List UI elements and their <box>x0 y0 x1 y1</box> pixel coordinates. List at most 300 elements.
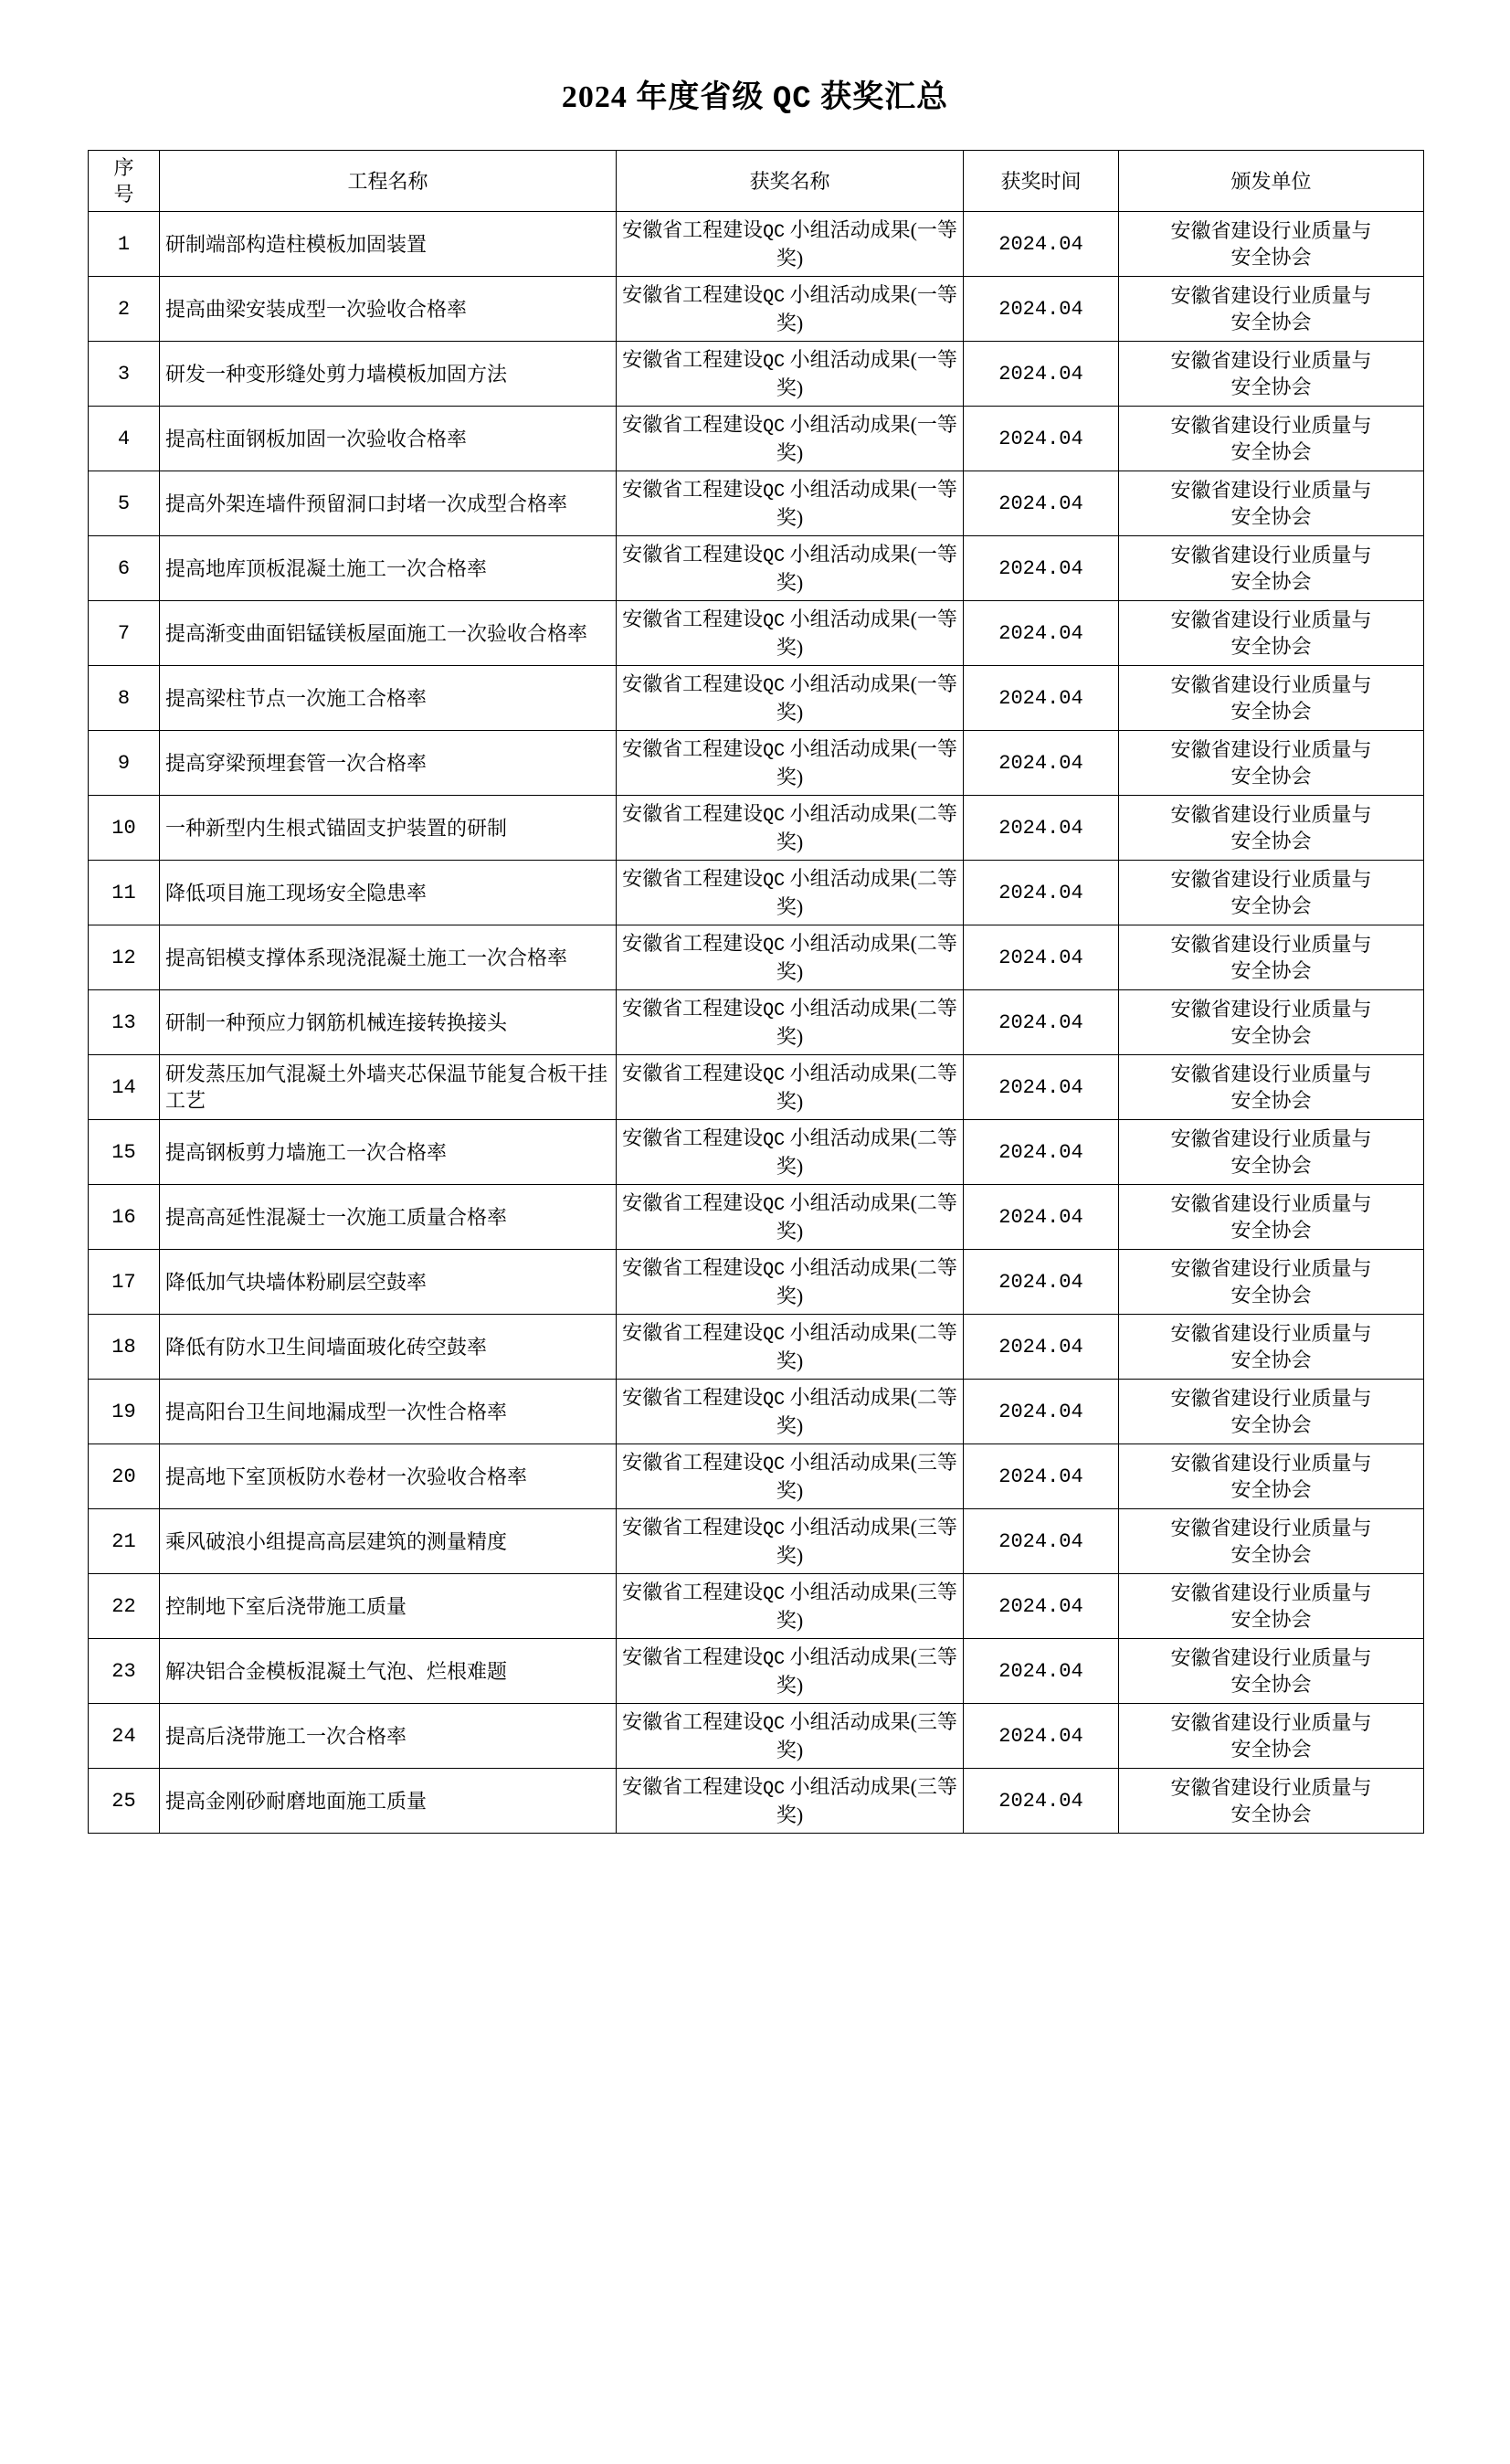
org-line-2: 安全协会 <box>1230 1478 1312 1502</box>
award-qc: QC <box>763 1713 786 1735</box>
cell-award-date: 2024.04 <box>964 1250 1119 1315</box>
cell-award-name <box>617 1315 964 1380</box>
award-qc: QC <box>763 1778 786 1800</box>
cell-award-name <box>617 536 964 601</box>
cell-row-number: 21 <box>89 1509 160 1574</box>
org-line-2: 安全协会 <box>1230 635 1312 659</box>
cell-issuing-org <box>1119 925 1424 990</box>
org-line-1: 安徽省建设行业质量与 <box>1170 1711 1372 1735</box>
award-suffix: ) <box>796 506 804 530</box>
org-line-2: 安全协会 <box>1230 1348 1312 1372</box>
award-suffix: ) <box>796 1349 804 1373</box>
org-line-2: 安全协会 <box>1230 1673 1312 1697</box>
cell-project-name: 研制端部构造柱模板加固装置 <box>160 212 617 277</box>
cell-award-name <box>617 1380 964 1444</box>
cell-issuing-org <box>1119 277 1424 342</box>
org-line-1: 安徽省建设行业质量与 <box>1170 803 1372 827</box>
org-line-1: 安徽省建设行业质量与 <box>1170 608 1372 632</box>
award-prefix: 安徽省工程建设 <box>622 1515 764 1539</box>
award-qc: QC <box>763 1583 786 1605</box>
award-mid: 小组活动成果( <box>785 801 917 825</box>
award-prefix: 安徽省工程建设 <box>622 282 764 306</box>
cell-project-name: 提高阳台卫生间地漏成型一次性合格率 <box>160 1380 617 1444</box>
org-line-1: 安徽省建设行业质量与 <box>1170 1192 1372 1216</box>
table-row <box>89 1250 1424 1315</box>
cell-issuing-org <box>1119 471 1424 536</box>
cell-award-date: 2024.04 <box>964 1315 1119 1380</box>
award-suffix: ) <box>796 1803 804 1827</box>
cell-issuing-org <box>1119 1769 1424 1834</box>
award-suffix: ) <box>796 1285 804 1308</box>
page-title <box>88 71 1422 117</box>
award-prefix: 安徽省工程建设 <box>622 412 764 436</box>
column-header-no-line1: 序 <box>113 156 134 179</box>
org-line-2: 安全协会 <box>1230 1803 1312 1826</box>
table-row <box>89 407 1424 471</box>
cell-row-number: 14 <box>89 1055 160 1120</box>
cell-award-date: 2024.04 <box>964 601 1119 666</box>
award-mid: 小组活动成果( <box>785 412 917 436</box>
org-line-1: 安徽省建设行业质量与 <box>1170 1257 1372 1281</box>
award-mid: 小组活动成果( <box>785 1774 917 1798</box>
award-qc: QC <box>763 221 786 243</box>
award-grade: 二等奖 <box>776 931 957 984</box>
award-prefix: 安徽省工程建设 <box>622 607 764 630</box>
table-row <box>89 471 1424 536</box>
org-line-2: 安全协会 <box>1230 894 1312 918</box>
org-line-1: 安徽省建设行业质量与 <box>1170 1517 1372 1540</box>
table-row <box>89 342 1424 407</box>
cell-issuing-org <box>1119 861 1424 925</box>
award-grade: 二等奖 <box>776 996 957 1049</box>
cell-award-date: 2024.04 <box>964 1574 1119 1639</box>
award-suffix: ) <box>796 636 804 660</box>
column-header-award-date: 获奖时间 <box>964 151 1119 212</box>
cell-row-number: 6 <box>89 536 160 601</box>
cell-award-date: 2024.04 <box>964 1444 1119 1509</box>
cell-award-name <box>617 471 964 536</box>
cell-award-date: 2024.04 <box>964 1769 1119 1834</box>
cell-project-name: 控制地下室后浇带施工质量 <box>160 1574 617 1639</box>
award-qc: QC <box>763 740 786 762</box>
award-mid: 小组活动成果( <box>785 736 917 760</box>
table-row <box>89 536 1424 601</box>
org-line-1: 安徽省建设行业质量与 <box>1170 933 1372 957</box>
cell-project-name: 降低项目施工现场安全隐患率 <box>160 861 617 925</box>
org-line-2: 安全协会 <box>1230 570 1312 594</box>
column-header-no <box>89 151 160 212</box>
award-qc: QC <box>763 1324 786 1346</box>
org-line-1: 安徽省建设行业质量与 <box>1170 414 1372 438</box>
cell-row-number: 15 <box>89 1120 160 1185</box>
cell-award-name <box>617 796 964 861</box>
award-prefix: 安徽省工程建设 <box>622 1709 764 1733</box>
org-line-2: 安全协会 <box>1230 1219 1312 1243</box>
award-qc: QC <box>763 870 786 892</box>
award-mid: 小组活动成果( <box>785 477 917 501</box>
column-header-award-name: 获奖名称 <box>617 151 964 212</box>
cell-award-date: 2024.04 <box>964 1380 1119 1444</box>
award-prefix: 安徽省工程建设 <box>622 801 764 825</box>
award-grade: 一等奖 <box>776 672 957 724</box>
cell-award-name <box>617 861 964 925</box>
cell-issuing-org <box>1119 990 1424 1055</box>
award-grade: 二等奖 <box>776 1255 957 1308</box>
cell-award-date: 2024.04 <box>964 407 1119 471</box>
award-suffix: ) <box>796 247 804 270</box>
table-row <box>89 925 1424 990</box>
award-prefix: 安徽省工程建设 <box>622 542 764 566</box>
cell-award-date: 2024.04 <box>964 342 1119 407</box>
award-suffix: ) <box>796 830 804 854</box>
award-mid: 小组活动成果( <box>785 1709 917 1733</box>
cell-issuing-org <box>1119 601 1424 666</box>
award-mid: 小组活动成果( <box>785 607 917 630</box>
page-title-qc: QC <box>772 82 812 117</box>
award-prefix: 安徽省工程建设 <box>622 1580 764 1603</box>
award-grade: 二等奖 <box>776 1320 957 1373</box>
cell-award-date: 2024.04 <box>964 471 1119 536</box>
award-mid: 小组活动成果( <box>785 1126 917 1149</box>
cell-issuing-org <box>1119 1509 1424 1574</box>
award-mid: 小组活动成果( <box>785 1255 917 1279</box>
award-grade: 一等奖 <box>776 347 957 400</box>
award-mid: 小组活动成果( <box>785 1644 917 1668</box>
award-prefix: 安徽省工程建设 <box>622 931 764 955</box>
cell-issuing-org <box>1119 796 1424 861</box>
org-line-2: 安全协会 <box>1230 1543 1312 1567</box>
cell-award-date: 2024.04 <box>964 1055 1119 1120</box>
cell-row-number: 19 <box>89 1380 160 1444</box>
cell-project-name: 提高地下室顶板防水卷材一次验收合格率 <box>160 1444 617 1509</box>
org-line-1: 安徽省建设行业质量与 <box>1170 1581 1372 1605</box>
award-mid: 小组活动成果( <box>785 1450 917 1474</box>
cell-award-name <box>617 212 964 277</box>
award-grade: 三等奖 <box>776 1774 957 1827</box>
award-prefix: 安徽省工程建设 <box>622 1320 764 1344</box>
award-mid: 小组活动成果( <box>785 1580 917 1603</box>
award-prefix: 安徽省工程建设 <box>622 1255 764 1279</box>
table-row <box>89 1639 1424 1704</box>
award-grade: 一等奖 <box>776 217 957 270</box>
cell-project-name: 提高曲梁安装成型一次验收合格率 <box>160 277 617 342</box>
cell-row-number: 13 <box>89 990 160 1055</box>
org-line-1: 安徽省建设行业质量与 <box>1170 998 1372 1021</box>
award-qc: QC <box>763 481 786 502</box>
cell-row-number: 24 <box>89 1704 160 1769</box>
award-mid: 小组活动成果( <box>785 931 917 955</box>
org-line-2: 安全协会 <box>1230 1154 1312 1178</box>
award-qc: QC <box>763 805 786 827</box>
org-line-2: 安全协会 <box>1230 246 1312 270</box>
cell-issuing-org <box>1119 1639 1424 1704</box>
cell-issuing-org <box>1119 1315 1424 1380</box>
award-summary-table <box>88 150 1424 1834</box>
cell-project-name: 提高穿梁预埋套管一次合格率 <box>160 731 617 796</box>
cell-project-name: 提高高延性混凝士一次施工质量合格率 <box>160 1185 617 1250</box>
award-qc: QC <box>763 416 786 438</box>
award-grade: 二等奖 <box>776 801 957 854</box>
cell-issuing-org <box>1119 731 1424 796</box>
column-header-no-line2: 号 <box>113 183 134 206</box>
org-line-2: 安全协会 <box>1230 700 1312 724</box>
award-suffix: ) <box>796 1414 804 1438</box>
award-grade: 二等奖 <box>776 1385 957 1438</box>
award-prefix: 安徽省工程建设 <box>622 1061 764 1084</box>
cell-row-number: 9 <box>89 731 160 796</box>
award-suffix: ) <box>796 960 804 984</box>
award-suffix: ) <box>796 1674 804 1697</box>
cell-issuing-org <box>1119 342 1424 407</box>
cell-project-name: 研制一种预应力钢筋机械连接转换接头 <box>160 990 617 1055</box>
award-suffix: ) <box>796 1739 804 1762</box>
award-suffix: ) <box>796 1090 804 1114</box>
award-grade: 一等奖 <box>776 477 957 530</box>
table-row <box>89 212 1424 277</box>
award-mid: 小组活动成果( <box>785 1061 917 1084</box>
award-grade: 二等奖 <box>776 1061 957 1114</box>
cell-project-name: 提高地库顶板混凝土施工一次合格率 <box>160 536 617 601</box>
award-prefix: 安徽省工程建设 <box>622 477 764 501</box>
cell-project-name: 研发一种变形缝处剪力墙模板加固方法 <box>160 342 617 407</box>
table-row <box>89 601 1424 666</box>
award-prefix: 安徽省工程建设 <box>622 866 764 890</box>
award-suffix: ) <box>796 571 804 595</box>
cell-project-name: 提高外架连墙件预留洞口封堵一次成型合格率 <box>160 471 617 536</box>
award-suffix: ) <box>796 1544 804 1568</box>
award-prefix: 安徽省工程建设 <box>622 217 764 241</box>
award-qc: QC <box>763 1259 786 1281</box>
org-line-1: 安徽省建设行业质量与 <box>1170 1776 1372 1800</box>
cell-award-name <box>617 1704 964 1769</box>
award-grade: 三等奖 <box>776 1515 957 1568</box>
award-suffix: ) <box>796 1479 804 1503</box>
table-row <box>89 731 1424 796</box>
award-grade: 三等奖 <box>776 1709 957 1762</box>
award-mid: 小组活动成果( <box>785 217 917 241</box>
award-grade: 二等奖 <box>776 866 957 919</box>
award-qc: QC <box>763 935 786 957</box>
award-suffix: ) <box>796 312 804 335</box>
cell-award-name <box>617 1639 964 1704</box>
cell-issuing-org <box>1119 666 1424 731</box>
cell-project-name: 提高梁柱节点一次施工合格率 <box>160 666 617 731</box>
cell-row-number: 17 <box>89 1250 160 1315</box>
cell-award-name <box>617 1250 964 1315</box>
cell-award-date: 2024.04 <box>964 1704 1119 1769</box>
cell-award-date: 2024.04 <box>964 990 1119 1055</box>
cell-issuing-org <box>1119 1250 1424 1315</box>
award-prefix: 安徽省工程建设 <box>622 672 764 695</box>
award-mid: 小组活动成果( <box>785 347 917 371</box>
cell-issuing-org <box>1119 407 1424 471</box>
award-qc: QC <box>763 351 786 373</box>
cell-row-number: 1 <box>89 212 160 277</box>
award-mid: 小组活动成果( <box>785 1515 917 1539</box>
cell-project-name: 提高钢板剪力墙施工一次合格率 <box>160 1120 617 1185</box>
award-prefix: 安徽省工程建设 <box>622 1774 764 1798</box>
org-line-1: 安徽省建设行业质量与 <box>1170 219 1372 243</box>
cell-award-date: 2024.04 <box>964 1639 1119 1704</box>
cell-award-date: 2024.04 <box>964 212 1119 277</box>
table-row <box>89 1704 1424 1769</box>
award-grade: 三等奖 <box>776 1644 957 1697</box>
table-row <box>89 1120 1424 1185</box>
table-row <box>89 1444 1424 1509</box>
award-grade: 二等奖 <box>776 1190 957 1243</box>
table-row <box>89 277 1424 342</box>
table-row <box>89 1574 1424 1639</box>
cell-row-number: 23 <box>89 1639 160 1704</box>
cell-project-name: 降低加气块墙体粉刷层空鼓率 <box>160 1250 617 1315</box>
cell-row-number: 8 <box>89 666 160 731</box>
award-mid: 小组活动成果( <box>785 282 917 306</box>
cell-award-date: 2024.04 <box>964 1120 1119 1185</box>
cell-award-date: 2024.04 <box>964 731 1119 796</box>
org-line-1: 安徽省建设行业质量与 <box>1170 1063 1372 1086</box>
award-qc: QC <box>763 1454 786 1475</box>
award-qc: QC <box>763 1129 786 1151</box>
cell-issuing-org <box>1119 1185 1424 1250</box>
org-line-1: 安徽省建设行业质量与 <box>1170 1646 1372 1670</box>
cell-issuing-org <box>1119 536 1424 601</box>
org-line-2: 安全协会 <box>1230 1738 1312 1761</box>
cell-issuing-org <box>1119 1380 1424 1444</box>
cell-award-date: 2024.04 <box>964 1185 1119 1250</box>
cell-award-name <box>617 925 964 990</box>
award-qc: QC <box>763 1194 786 1216</box>
award-qc: QC <box>763 286 786 308</box>
award-suffix: ) <box>796 1609 804 1633</box>
org-line-1: 安徽省建设行业质量与 <box>1170 738 1372 762</box>
org-line-2: 安全协会 <box>1230 1284 1312 1307</box>
award-qc: QC <box>763 545 786 567</box>
cell-row-number: 20 <box>89 1444 160 1509</box>
award-prefix: 安徽省工程建设 <box>622 736 764 760</box>
org-line-1: 安徽省建设行业质量与 <box>1170 868 1372 892</box>
award-qc: QC <box>763 1389 786 1411</box>
cell-award-date: 2024.04 <box>964 925 1119 990</box>
cell-award-name <box>617 1185 964 1250</box>
org-line-1: 安徽省建设行业质量与 <box>1170 1127 1372 1151</box>
award-mid: 小组活动成果( <box>785 1385 917 1409</box>
cell-project-name: 乘风破浪小组提高高层建筑的测量精度 <box>160 1509 617 1574</box>
table-row <box>89 861 1424 925</box>
org-line-2: 安全协会 <box>1230 1413 1312 1437</box>
award-prefix: 安徽省工程建设 <box>622 1190 764 1214</box>
cell-row-number: 3 <box>89 342 160 407</box>
award-qc: QC <box>763 675 786 697</box>
cell-project-name: 提高后浇带施工一次合格率 <box>160 1704 617 1769</box>
cell-award-name <box>617 277 964 342</box>
cell-project-name: 降低有防水卫生间墙面玻化砖空鼓率 <box>160 1315 617 1380</box>
cell-row-number: 2 <box>89 277 160 342</box>
cell-issuing-org <box>1119 1055 1424 1120</box>
table-row <box>89 796 1424 861</box>
award-qc: QC <box>763 1518 786 1540</box>
page-title-prefix: 2024 年度省级 <box>561 80 773 114</box>
award-qc: QC <box>763 1064 786 1086</box>
org-line-1: 安徽省建设行业质量与 <box>1170 349 1372 373</box>
award-prefix: 安徽省工程建设 <box>622 996 764 1020</box>
cell-issuing-org <box>1119 1444 1424 1509</box>
cell-award-name <box>617 990 964 1055</box>
cell-row-number: 11 <box>89 861 160 925</box>
cell-project-name: 研发蒸压加气混凝土外墙夹芯保温节能复合板干挂工艺 <box>160 1055 617 1120</box>
cell-project-name: 提高铝模支撑体系现浇混凝土施工一次合格率 <box>160 925 617 990</box>
cell-award-name <box>617 1574 964 1639</box>
award-qc: QC <box>763 999 786 1021</box>
org-line-1: 安徽省建设行业质量与 <box>1170 673 1372 697</box>
award-grade: 三等奖 <box>776 1450 957 1503</box>
org-line-2: 安全协会 <box>1230 1608 1312 1632</box>
table-row <box>89 990 1424 1055</box>
cell-award-date: 2024.04 <box>964 861 1119 925</box>
award-suffix: ) <box>796 701 804 724</box>
award-qc: QC <box>763 1648 786 1670</box>
org-line-1: 安徽省建设行业质量与 <box>1170 284 1372 308</box>
cell-award-name <box>617 1055 964 1120</box>
cell-award-name <box>617 407 964 471</box>
cell-award-date: 2024.04 <box>964 1509 1119 1574</box>
cell-award-name <box>617 1120 964 1185</box>
table-row <box>89 1185 1424 1250</box>
org-line-1: 安徽省建设行业质量与 <box>1170 1452 1372 1475</box>
award-prefix: 安徽省工程建设 <box>622 1126 764 1149</box>
table-row <box>89 1380 1424 1444</box>
org-line-1: 安徽省建设行业质量与 <box>1170 1322 1372 1346</box>
cell-issuing-org <box>1119 1704 1424 1769</box>
table-header <box>89 151 1424 212</box>
cell-row-number: 12 <box>89 925 160 990</box>
cell-award-name <box>617 1444 964 1509</box>
org-line-1: 安徽省建设行业质量与 <box>1170 1387 1372 1411</box>
page-title-suffix: 获奖汇总 <box>811 80 949 114</box>
org-line-2: 安全协会 <box>1230 505 1312 529</box>
award-suffix: ) <box>796 1220 804 1243</box>
cell-project-name: 提高柱面钢板加固一次验收合格率 <box>160 407 617 471</box>
cell-project-name: 提高渐变曲面铝锰镁板屋面施工一次验收合格率 <box>160 601 617 666</box>
cell-award-name <box>617 731 964 796</box>
cell-award-name <box>617 1509 964 1574</box>
org-line-2: 安全协会 <box>1230 959 1312 983</box>
cell-row-number: 16 <box>89 1185 160 1250</box>
award-qc: QC <box>763 610 786 632</box>
cell-award-name <box>617 601 964 666</box>
cell-row-number: 10 <box>89 796 160 861</box>
org-line-1: 安徽省建设行业质量与 <box>1170 479 1372 502</box>
cell-project-name: 一种新型内生根式锚固支护装置的研制 <box>160 796 617 861</box>
cell-row-number: 18 <box>89 1315 160 1380</box>
award-prefix: 安徽省工程建设 <box>622 1450 764 1474</box>
org-line-1: 安徽省建设行业质量与 <box>1170 544 1372 567</box>
cell-issuing-org <box>1119 1574 1424 1639</box>
table-row <box>89 1055 1424 1120</box>
cell-issuing-org <box>1119 1120 1424 1185</box>
award-grade: 一等奖 <box>776 412 957 465</box>
cell-award-date: 2024.04 <box>964 536 1119 601</box>
cell-award-date: 2024.04 <box>964 277 1119 342</box>
cell-award-date: 2024.04 <box>964 796 1119 861</box>
award-mid: 小组活动成果( <box>785 996 917 1020</box>
award-suffix: ) <box>796 376 804 400</box>
award-prefix: 安徽省工程建设 <box>622 347 764 371</box>
cell-row-number: 4 <box>89 407 160 471</box>
award-suffix: ) <box>796 441 804 465</box>
table-row <box>89 666 1424 731</box>
table-row <box>89 1509 1424 1574</box>
award-grade: 一等奖 <box>776 607 957 660</box>
